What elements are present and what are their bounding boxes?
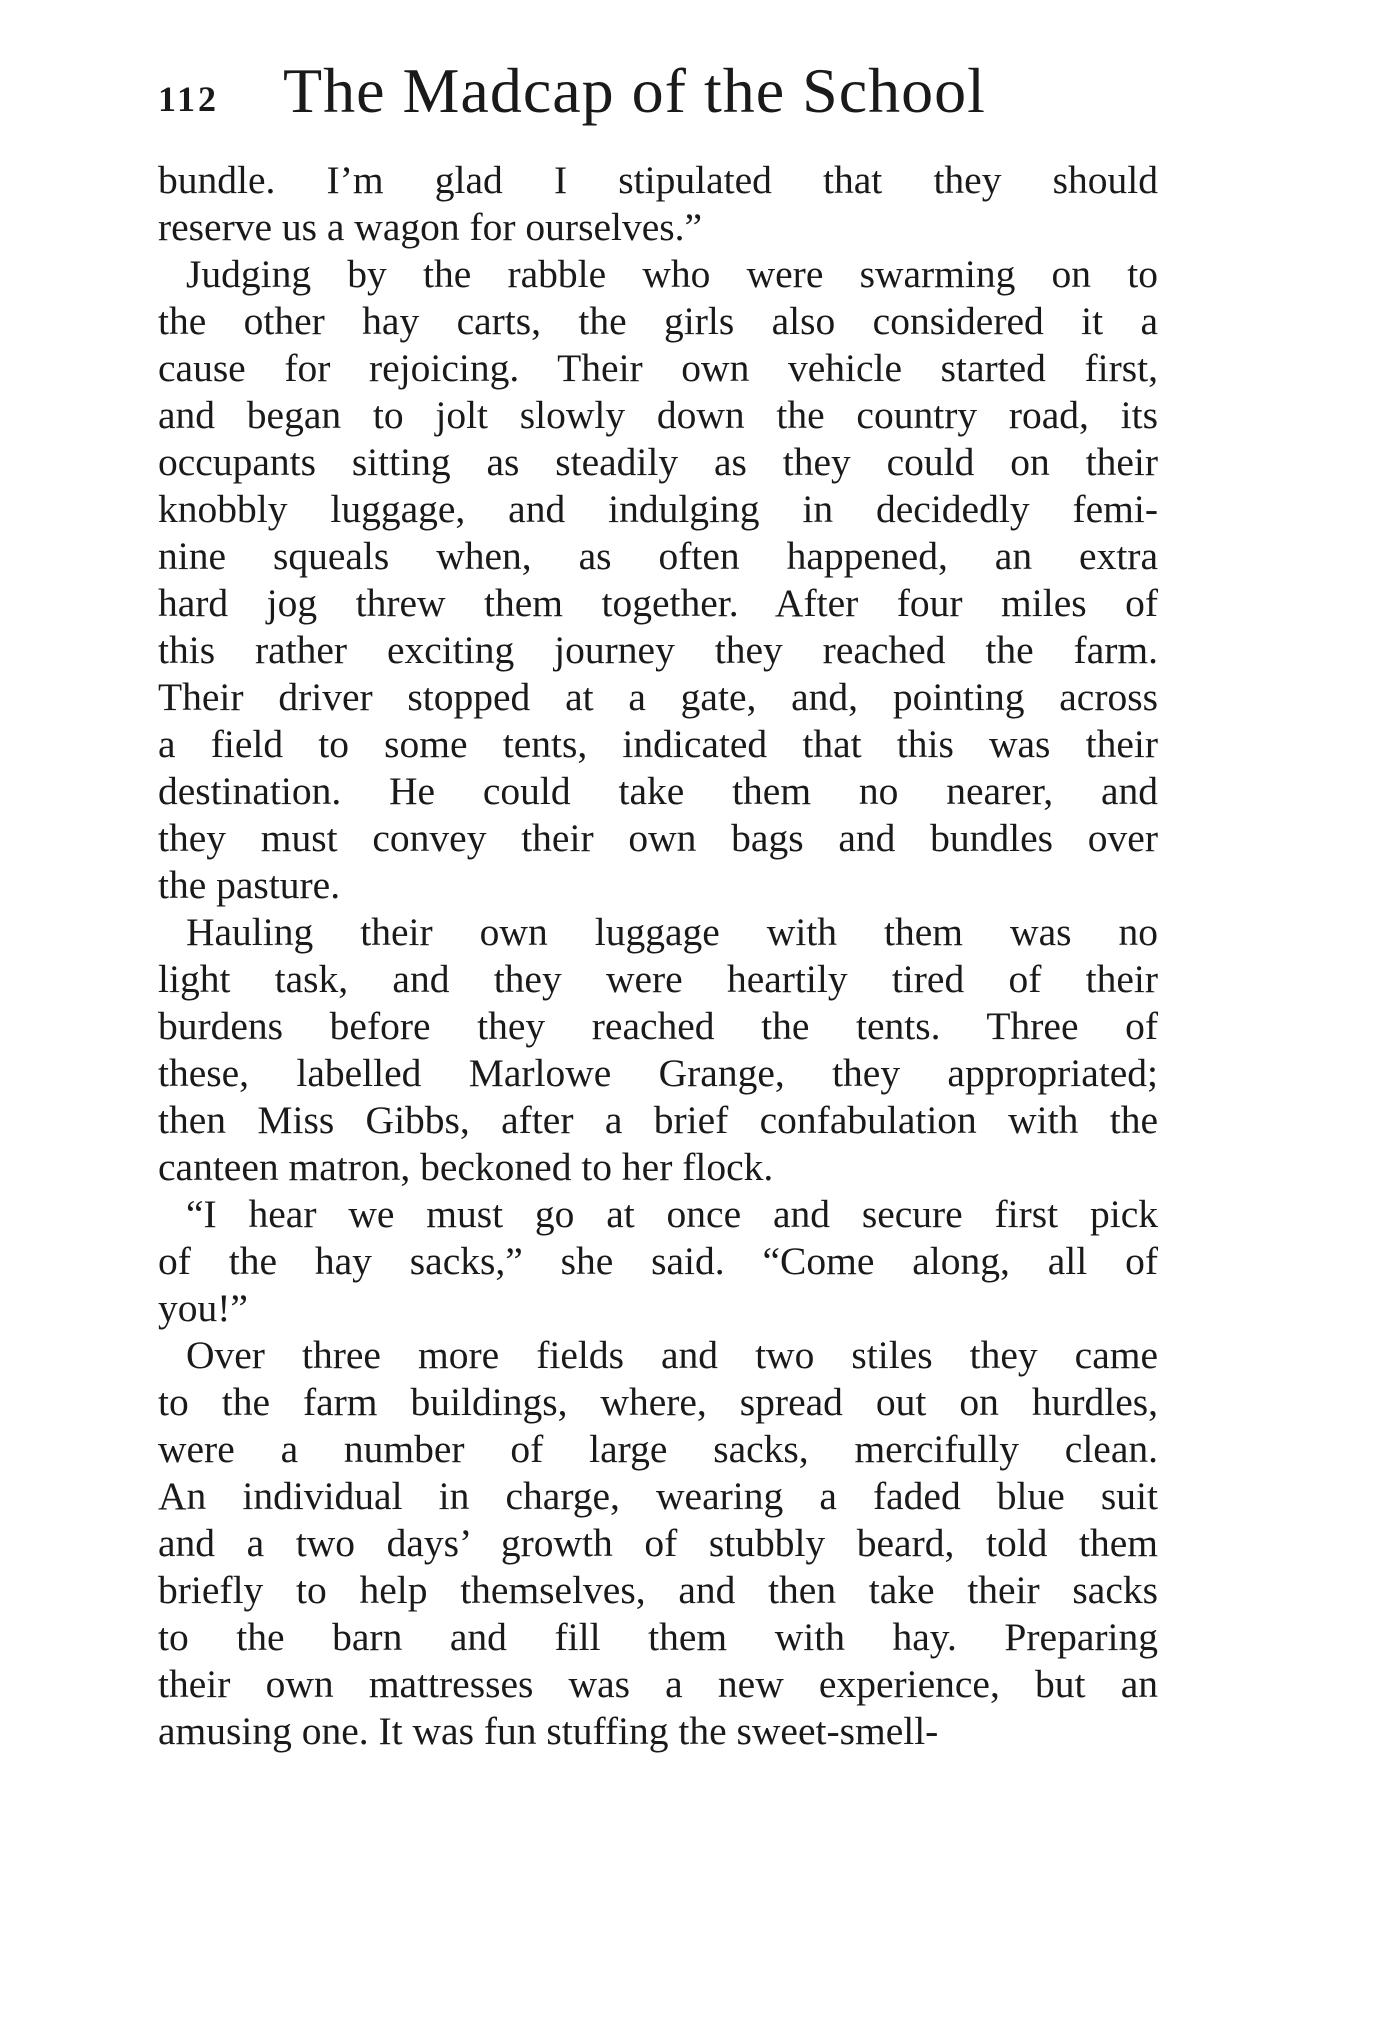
- text-line: bundle. I’m glad I stipulated that they should: [158, 158, 1158, 202]
- text-line: burdens before they reached the tents. Three of: [158, 1004, 1158, 1048]
- text-line: a field to some tents, indicated that this was their: [158, 722, 1158, 766]
- text-line: Judging by the rabble who were swarming on to: [186, 252, 1158, 296]
- text-line: cause for rejoicing. Their own vehicle started first,: [158, 346, 1158, 390]
- running-title: The Madcap of the School: [283, 55, 986, 126]
- text-line: hard jog threw them together. After four miles of: [158, 581, 1158, 625]
- text-line: this rather exciting journey they reached the farm.: [158, 628, 1158, 672]
- text-line: occupants sitting as steadily as they could on their: [158, 440, 1158, 484]
- text-line: destination. He could take them no nearer, and: [158, 769, 1158, 813]
- text-line: the other hay carts, the girls also considered it a: [158, 299, 1158, 343]
- paragraph: [158, 157, 1158, 251]
- text-line: reserve us a wagon for ourselves.”: [158, 205, 703, 249]
- paragraph: [158, 1332, 1158, 1755]
- text-line: Over three more fields and two stiles they came: [186, 1333, 1158, 1377]
- text-line: you!”: [158, 1286, 248, 1330]
- page-header: [158, 48, 1158, 138]
- text-line: light task, and they were heartily tired of their: [158, 957, 1158, 1001]
- paragraph: [158, 1191, 1158, 1332]
- text-line: nine squeals when, as often happened, an extra: [158, 534, 1158, 578]
- text-line: Hauling their own luggage with them was no: [186, 910, 1158, 954]
- text-line: to the barn and fill them with hay. Preparing: [158, 1615, 1158, 1659]
- text-line: these, labelled Marlowe Grange, they appropriated;: [158, 1051, 1158, 1095]
- text-line: “I hear we must go at once and secure first pick: [186, 1192, 1158, 1236]
- text-line: canteen matron, beckoned to her flock.: [158, 1145, 774, 1189]
- text-line: then Miss Gibbs, after a brief confabulation with the: [158, 1098, 1158, 1142]
- text-line: and began to jolt slowly down the country road, its: [158, 393, 1158, 437]
- text-line: their own mattresses was a new experience, but an: [158, 1662, 1158, 1706]
- paragraph: [158, 909, 1158, 1191]
- paragraph: [158, 251, 1158, 909]
- body-text: [158, 157, 1158, 1755]
- text-line: knobbly luggage, and indulging in decidedly femi-: [158, 487, 1158, 531]
- text-line: the pasture.: [158, 863, 341, 907]
- page-number: 112: [158, 79, 220, 119]
- text-line: amusing one. It was fun stuffing the sweet-smell-: [158, 1709, 939, 1753]
- text-line: of the hay sacks,” she said. “Come along, all of: [158, 1239, 1158, 1283]
- text-line: to the farm buildings, where, spread out on hurdles,: [158, 1380, 1158, 1424]
- text-line: An individual in charge, wearing a faded blue suit: [158, 1474, 1158, 1518]
- text-line: Their driver stopped at a gate, and, pointing across: [158, 675, 1158, 719]
- text-line: were a number of large sacks, mercifully clean.: [158, 1427, 1158, 1471]
- text-line: and a two days’ growth of stubbly beard, told them: [158, 1521, 1158, 1565]
- text-line: they must convey their own bags and bundles over: [158, 816, 1158, 860]
- text-line: briefly to help themselves, and then take their sacks: [158, 1568, 1158, 1612]
